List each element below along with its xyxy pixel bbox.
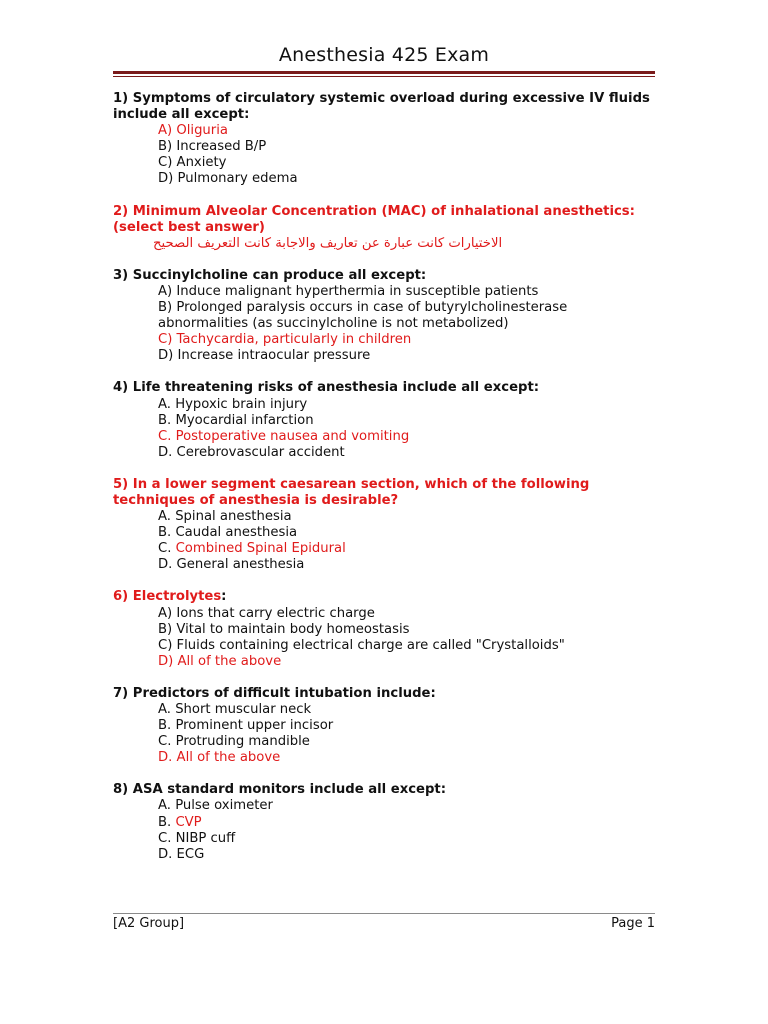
question-text-colon: : [221, 589, 227, 605]
option: C) Fluids containing electrical charge are called "Crystalloids" [158, 637, 565, 653]
option-list [113, 509, 658, 573]
option: B) Increased B/P [158, 139, 267, 155]
option: C) Anxiety [158, 155, 227, 171]
question-1 [113, 91, 658, 188]
footer-rule [113, 913, 655, 914]
document-title: Anesthesia 425 Exam [278, 44, 490, 66]
question-7 [113, 686, 658, 766]
question-text: 4) Life threatening risks of anesthesia include all except: [113, 380, 540, 396]
option-answer: Pulse oximeter [175, 798, 273, 814]
option: D) Pulmonary edema [158, 171, 298, 187]
option-correct: A) Oliguria [158, 123, 228, 139]
option: A) Induce malignant hyperthermia in susceptible patients [158, 283, 539, 299]
option [158, 525, 658, 541]
option-answer: ECG [176, 846, 205, 862]
question-6 [113, 589, 658, 669]
option-list [113, 702, 658, 766]
option-answer: NIBP cuff [175, 830, 236, 846]
option: D) Increase intraocular pressure [158, 348, 371, 364]
option [158, 541, 658, 557]
option-answer-correct: All of the above [176, 750, 281, 766]
option-answer: Spinal anesthesia [175, 509, 292, 525]
question-8 [113, 782, 658, 862]
option [158, 445, 658, 461]
option [158, 798, 658, 814]
option-prefix: D. [158, 557, 177, 573]
option-answer: Prominent upper incisor [175, 718, 334, 734]
question-2 [113, 204, 658, 252]
option-list [113, 123, 658, 187]
question-text: 2) Minimum Alveolar Concentration (MAC) of inhalational anesthetics: (select best answer) [113, 203, 635, 235]
option [158, 397, 658, 413]
option-answer-correct: Combined Spinal Epidural [175, 541, 346, 557]
option-prefix: B. [158, 525, 176, 541]
option [158, 557, 658, 573]
option-prefix: C. [158, 541, 176, 557]
option: A) Ions that carry electric charge [158, 605, 375, 621]
option-prefix: C. [158, 428, 176, 444]
question-text: 7) Predictors of difficult intubation include: [113, 685, 436, 701]
option-prefix: B. [158, 412, 176, 428]
question-text: 1) Symptoms of circulatory systemic overload during excessive IV fluids include all except: [113, 91, 650, 123]
footer-page-number: Page 1 [611, 916, 655, 931]
option [158, 734, 658, 750]
option-answer: Cerebrovascular accident [176, 444, 345, 460]
option-list [113, 606, 658, 670]
option-prefix: A. [158, 396, 176, 412]
option-prefix: A. [158, 509, 176, 525]
option-answer: Protruding mandible [175, 734, 310, 750]
question-text [113, 589, 658, 605]
option-answer: Caudal anesthesia [175, 525, 298, 541]
header-rule-thick [113, 71, 655, 74]
question-text: 5) In a lower segment caesarean section, which of the following techniques of anesthesia is desirable? [113, 476, 590, 508]
option [158, 509, 658, 525]
header-rule-thin [113, 76, 655, 77]
option [158, 815, 658, 831]
option: B) Prolonged paralysis occurs in case of butyrylcholinesterase abnormalities (as succinylcholine is not metabolized) [158, 300, 568, 332]
option-correct: D) All of the above [158, 653, 282, 669]
question-4 [113, 380, 658, 460]
option-prefix: B. [158, 814, 176, 830]
option [158, 702, 658, 718]
option-prefix: B. [158, 718, 176, 734]
option [158, 750, 658, 766]
question-text: 8) ASA standard monitors include all except: [113, 782, 446, 798]
option [158, 413, 658, 429]
arabic-note: الاختيارات كانت عبارة عن تعاريف والاجابة كانت التعريف الصحيح [153, 235, 503, 251]
option-prefix: C. [158, 830, 176, 846]
option-prefix: D. [158, 846, 177, 862]
option: B) Vital to maintain body homeostasis [158, 621, 410, 637]
option-list [113, 284, 658, 364]
question-5 [113, 477, 658, 574]
option-answer: Hypoxic brain injury [175, 396, 308, 412]
option-answer: General anesthesia [176, 557, 305, 573]
option-prefix: A. [158, 798, 176, 814]
option [158, 429, 658, 445]
option-prefix: C. [158, 734, 176, 750]
option-answer: Myocardial infarction [175, 412, 314, 428]
option-list [113, 798, 658, 862]
option-prefix: D. [158, 750, 177, 766]
option-list [113, 397, 658, 461]
question-text-red: 6) Electrolytes [113, 589, 222, 605]
question-list [113, 91, 658, 879]
option-prefix: A. [158, 702, 176, 717]
option-correct: C) Tachycardia, particularly in children [158, 332, 412, 348]
option-prefix: D. [158, 444, 177, 460]
footer-group-label: [A2 Group] [113, 916, 185, 931]
option-answer-correct: CVP [175, 814, 202, 830]
option-answer-correct: Postoperative nausea and vomiting [175, 428, 410, 444]
question-3 [113, 268, 658, 365]
option [158, 718, 658, 734]
question-text: 3) Succinylcholine can produce all except: [113, 267, 427, 283]
option [158, 847, 658, 863]
option [158, 831, 658, 847]
option-answer: Short muscular neck [175, 702, 312, 717]
